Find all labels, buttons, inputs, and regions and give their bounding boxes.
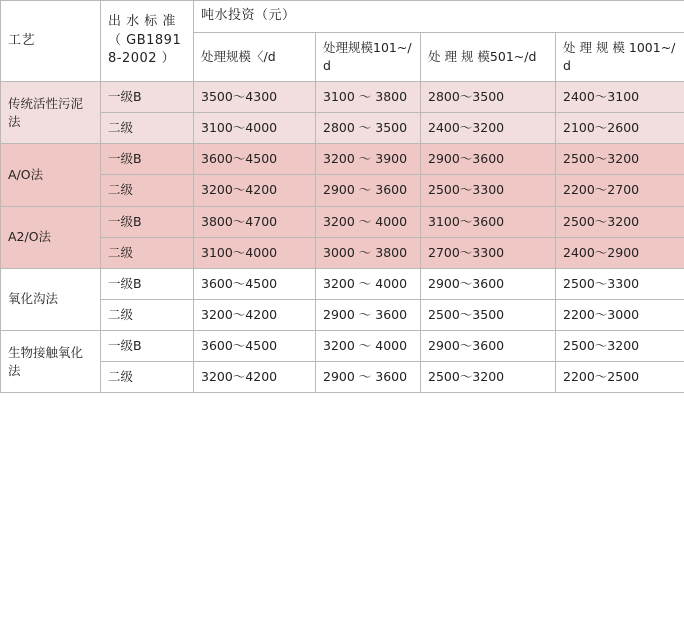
table-row xyxy=(1,331,684,362)
value-scale-1: 3100～4000 xyxy=(194,113,316,144)
header-investment-per-ton: 吨水投资（元） xyxy=(194,1,684,33)
table-row xyxy=(1,113,684,144)
effluent-standard: 二级 xyxy=(101,237,194,268)
value-scale-4: 2200～2500 xyxy=(556,362,684,393)
table-row xyxy=(1,175,684,206)
value-scale-1: 3600～4500 xyxy=(194,331,316,362)
value-scale-3: 2800～3500 xyxy=(421,82,556,113)
value-scale-1: 3200～4200 xyxy=(194,299,316,330)
value-scale-3: 2900～3600 xyxy=(421,331,556,362)
table-row xyxy=(1,237,684,268)
effluent-standard: 一级B xyxy=(101,144,194,175)
value-scale-4: 2500～3200 xyxy=(556,206,684,237)
value-scale-2: 3200 ～ 4000 xyxy=(316,331,421,362)
header-effluent-standard: 出 水 标 准（ GB18918-2002 ） xyxy=(101,1,194,82)
value-scale-3: 3100～3600 xyxy=(421,206,556,237)
value-scale-2: 2900 ～ 3600 xyxy=(316,175,421,206)
table-row xyxy=(1,362,684,393)
table-row xyxy=(1,206,684,237)
value-scale-2: 2900 ～ 3600 xyxy=(316,362,421,393)
value-scale-4: 2400～3100 xyxy=(556,82,684,113)
value-scale-4: 2200～2700 xyxy=(556,175,684,206)
header-scale-3: 处 理 规 模501~/d xyxy=(421,32,556,81)
effluent-standard: 一级B xyxy=(101,331,194,362)
process-name: 生物接触氧化法 xyxy=(1,331,101,393)
table-row xyxy=(1,268,684,299)
value-scale-2: 3000 ～ 3800 xyxy=(316,237,421,268)
table-header-row xyxy=(1,1,684,33)
header-scale-4: 处 理 规 模 1001~/d xyxy=(556,32,684,81)
value-scale-2: 2800 ～ 3500 xyxy=(316,113,421,144)
header-scale-2: 处理规模101~/d xyxy=(316,32,421,81)
process-name: A/O法 xyxy=(1,144,101,206)
process-name: A2/O法 xyxy=(1,206,101,268)
effluent-standard: 一级B xyxy=(101,268,194,299)
value-scale-2: 3200 ～ 4000 xyxy=(316,206,421,237)
value-scale-2: 3200 ～ 3900 xyxy=(316,144,421,175)
effluent-standard: 二级 xyxy=(101,362,194,393)
value-scale-3: 2500～3500 xyxy=(421,299,556,330)
header-scale-1: 处理规模〈/d xyxy=(194,32,316,81)
value-scale-2: 2900 ～ 3600 xyxy=(316,299,421,330)
process-name: 氧化沟法 xyxy=(1,268,101,330)
effluent-standard: 二级 xyxy=(101,175,194,206)
table-row xyxy=(1,299,684,330)
value-scale-4: 2500～3300 xyxy=(556,268,684,299)
value-scale-3: 2700～3300 xyxy=(421,237,556,268)
table-row xyxy=(1,144,684,175)
value-scale-4: 2500～3200 xyxy=(556,331,684,362)
value-scale-4: 2400～2900 xyxy=(556,237,684,268)
value-scale-1: 3500～4300 xyxy=(194,82,316,113)
value-scale-2: 3100 ～ 3800 xyxy=(316,82,421,113)
value-scale-3: 2400～3200 xyxy=(421,113,556,144)
value-scale-1: 3800～4700 xyxy=(194,206,316,237)
value-scale-3: 2500～3200 xyxy=(421,362,556,393)
value-scale-4: 2200～3000 xyxy=(556,299,684,330)
effluent-standard: 二级 xyxy=(101,113,194,144)
effluent-standard: 二级 xyxy=(101,299,194,330)
value-scale-1: 3200～4200 xyxy=(194,175,316,206)
value-scale-1: 3100～4000 xyxy=(194,237,316,268)
value-scale-3: 2900～3600 xyxy=(421,144,556,175)
value-scale-4: 2100～2600 xyxy=(556,113,684,144)
value-scale-1: 3600～4500 xyxy=(194,144,316,175)
value-scale-3: 2500～3300 xyxy=(421,175,556,206)
effluent-standard: 一级B xyxy=(101,206,194,237)
header-process: 工艺 xyxy=(1,1,101,82)
value-scale-4: 2500～3200 xyxy=(556,144,684,175)
value-scale-2: 3200 ～ 4000 xyxy=(316,268,421,299)
effluent-standard: 一级B xyxy=(101,82,194,113)
process-name: 传统活性污泥法 xyxy=(1,82,101,144)
table-row xyxy=(1,82,684,113)
value-scale-3: 2900～3600 xyxy=(421,268,556,299)
value-scale-1: 3200～4200 xyxy=(194,362,316,393)
value-scale-1: 3600～4500 xyxy=(194,268,316,299)
